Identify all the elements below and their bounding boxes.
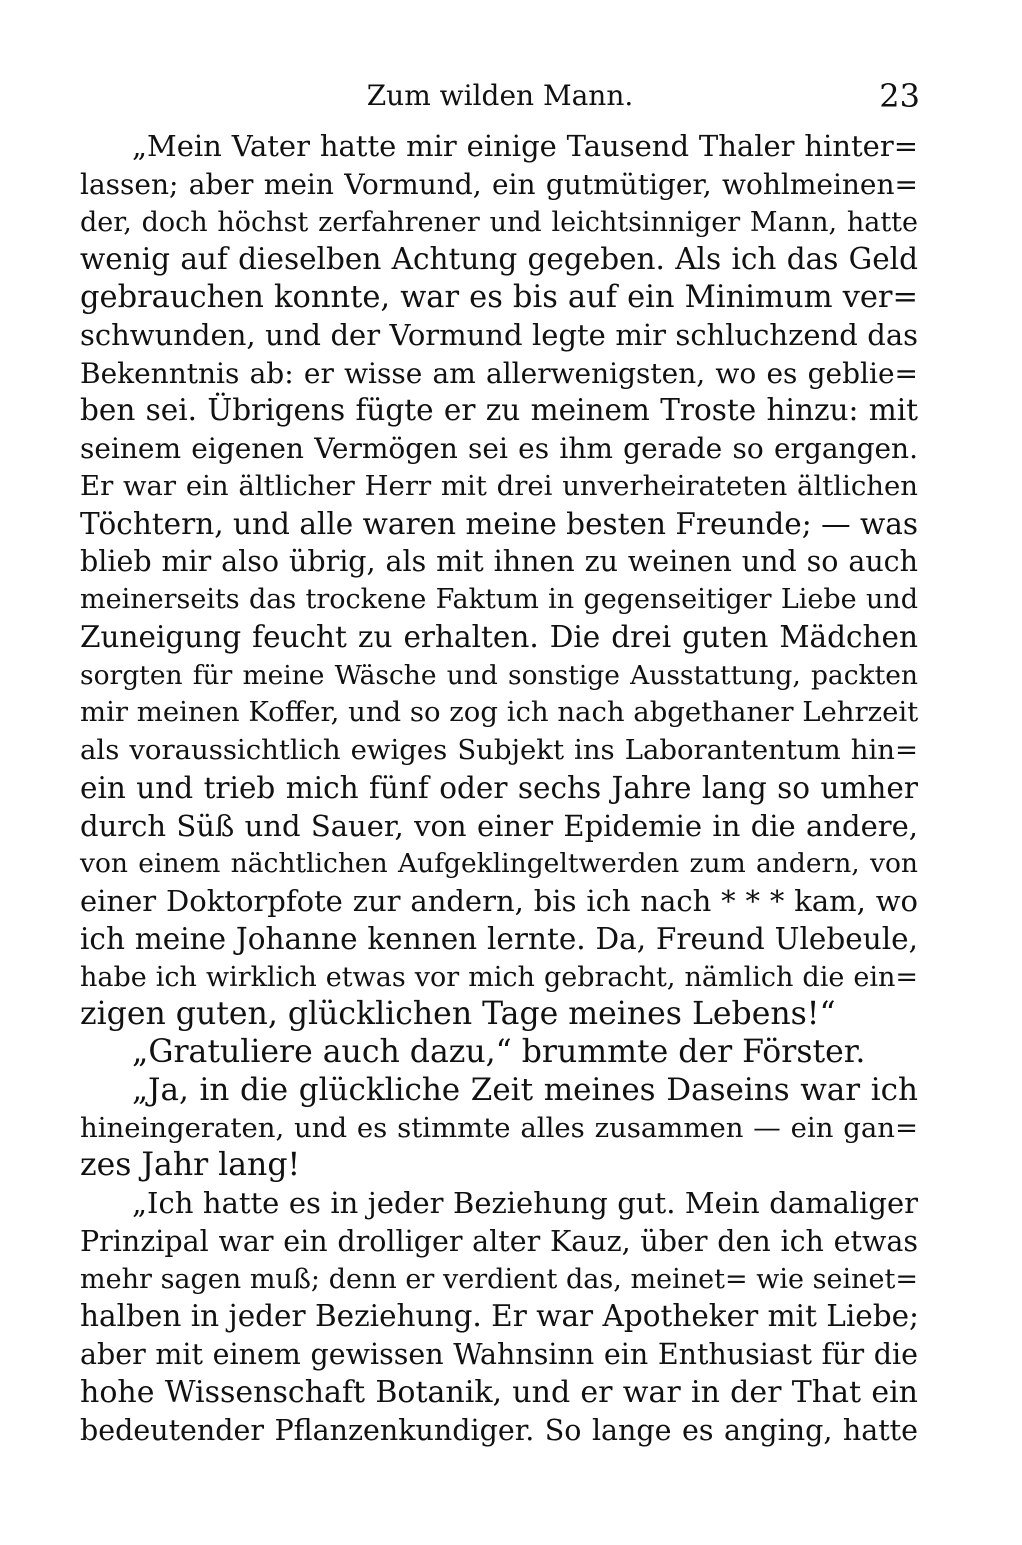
text-line: Bekenntnis ab: er wisse am allerwenigsten, wo es geblie= bbox=[80, 356, 918, 390]
text-line: hineingeraten, und es stimmte alles zusammen — ein gan= bbox=[80, 1111, 918, 1144]
text-line: habe ich wirklich etwas vor mich gebracht, nämlich die ein= bbox=[80, 961, 918, 993]
text-line: Prinzipal war ein drolliger alter Kauz, über den ich etwas bbox=[80, 1224, 918, 1258]
text-line: hohe Wissenschaft Botanik, und er war in der That ein bbox=[80, 1374, 918, 1410]
text-line: Er war ein ältlicher Herr mit drei unverheirateten ältlichen bbox=[80, 469, 918, 502]
text-line: halben in jeder Beziehung. Er war Apotheker mit Liebe; bbox=[80, 1299, 919, 1334]
text-line: „Ja, in die glückliche Zeit meines Daseins war ich bbox=[132, 1071, 918, 1108]
text-line: als voraussichtlich ewiges Subjekt ins Laborantentum hin= bbox=[80, 734, 918, 766]
text-line: mehr sagen muß; denn er verdient das, meinet= wie seinet= bbox=[80, 1263, 918, 1295]
text-line: aber mit einem gewissen Wahnsinn ein Enthusiast für die bbox=[80, 1338, 918, 1371]
text-line: „Gratuliere auch dazu,“ brummte der Förster. bbox=[132, 1034, 866, 1070]
text-line: Zuneigung feucht zu erhalten. Die drei guten Mädchen bbox=[80, 619, 918, 654]
text-line: lassen; aber mein Vormund, ein gutmütiger, wohlmeinen= bbox=[80, 167, 918, 201]
text-line: zes Jahr lang! bbox=[80, 1147, 301, 1184]
running-head-title: Zum wilden Mann. bbox=[366, 79, 634, 112]
text-line: ich meine Johanne kennen lernte. Da, Freund Ulebeule, bbox=[80, 921, 918, 956]
text-line: Töchtern, und alle waren meine besten Freunde; — was bbox=[80, 506, 918, 541]
text-line: „Mein Vater hatte mir einige Tausend Thaler hinter= bbox=[132, 129, 918, 163]
text-line: einer Doktorpfote zur andern, bis ich nach * * * kam, wo bbox=[80, 884, 918, 918]
text-line: von einem nächtlichen Aufgeklingeltwerden zum andern, von bbox=[80, 848, 918, 880]
text-line: durch Süß und Sauer, von einer Epidemie in die andere, bbox=[80, 808, 918, 843]
page-number: 23 bbox=[879, 77, 920, 115]
text-line: blieb mir also übrig, als mit ihnen zu weinen und so auch bbox=[80, 545, 918, 579]
text-line: der, doch höchst zerfahrener und leichtsinniger Mann, hatte bbox=[80, 206, 918, 238]
text-line: meinerseits das trockene Faktum in gegenseitiger Liebe und bbox=[80, 584, 918, 615]
text-line: seinem eigenen Vermögen sei es ihm gerade so ergangen. bbox=[80, 432, 918, 465]
text-line: zigen guten, glücklichen Tage meines Lebens!“ bbox=[80, 996, 836, 1033]
text-line: schwunden, und der Vormund legte mir schluchzend das bbox=[80, 317, 918, 352]
running-head bbox=[80, 76, 920, 116]
text-line: mir meinen Koffer, und so zog ich nach abgethaner Lehrzeit bbox=[80, 696, 919, 729]
text-line: bedeutender Pflanzenkundiger. So lange es anging, hatte bbox=[80, 1413, 918, 1447]
text-line: gebrauchen konnte, war es bis auf ein Minimum ver= bbox=[80, 280, 918, 315]
text-line: ben sei. Übrigens fügte er zu meinem Troste hinzu: mit bbox=[80, 393, 918, 428]
text-line: ein und trieb mich fünf oder sechs Jahre lang so umher bbox=[80, 770, 918, 805]
body-text bbox=[80, 128, 918, 1449]
text-line: wenig auf dieselben Achtung gegeben. Als ich das Geld bbox=[80, 242, 918, 277]
text-line: sorgten für meine Wäsche und sonstige Ausstattung, packten bbox=[80, 659, 918, 691]
text-line: „Ich hatte es in jeder Beziehung gut. Mein damaliger bbox=[132, 1186, 918, 1220]
